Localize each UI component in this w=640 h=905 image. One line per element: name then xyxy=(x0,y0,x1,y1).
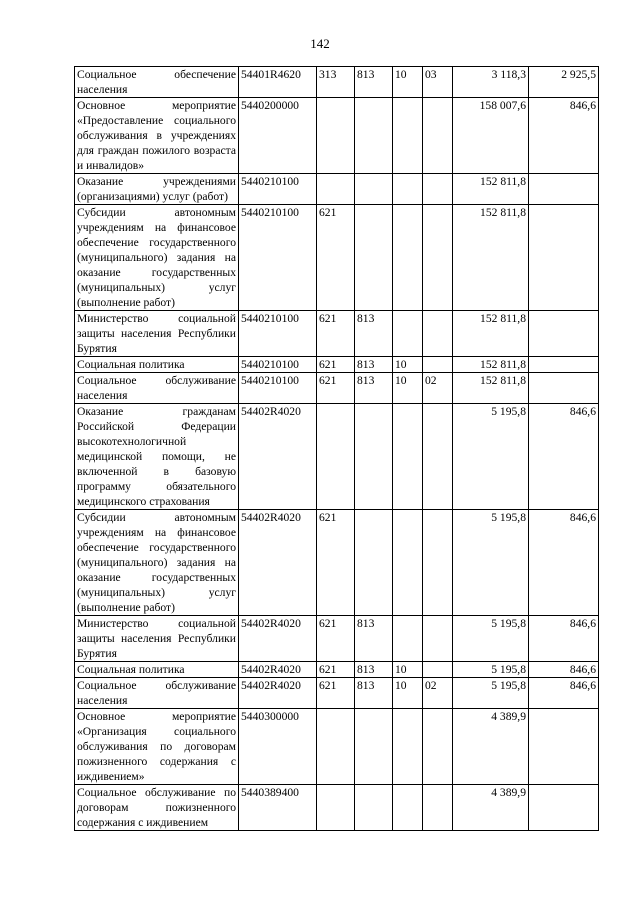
row-sum2-cell: 846,6 xyxy=(529,98,599,174)
row-sum1-cell: 152 811,8 xyxy=(453,205,529,311)
row-rz-cell xyxy=(393,174,423,205)
row-rz-cell xyxy=(393,785,423,831)
row-vr-cell: 621 xyxy=(317,373,355,404)
row-vr-cell: 621 xyxy=(317,662,355,678)
row-pr-cell: 03 xyxy=(423,67,453,98)
row-code-cell: 54402R4020 xyxy=(239,404,317,510)
row-grbs-cell: 813 xyxy=(355,678,393,709)
row-code-cell: 5440210100 xyxy=(239,205,317,311)
row-vr-cell: 621 xyxy=(317,678,355,709)
row-vr-cell xyxy=(317,785,355,831)
row-rz-cell xyxy=(393,709,423,785)
row-sum2-cell: 846,6 xyxy=(529,404,599,510)
row-vr-cell: 621 xyxy=(317,510,355,616)
row-rz-cell xyxy=(393,510,423,616)
row-pr-cell xyxy=(423,709,453,785)
row-pr-cell xyxy=(423,98,453,174)
row-code-cell: 5440200000 xyxy=(239,98,317,174)
row-code-cell: 54402R4020 xyxy=(239,678,317,709)
row-sum1-cell: 152 811,8 xyxy=(453,357,529,373)
row-name-cell: Основное мероприятие «Предоставление социального обслуживания в учреждениях для граждан пожилого возраста и инвалидов» xyxy=(75,98,239,174)
table-row xyxy=(75,785,599,831)
row-vr-cell: 621 xyxy=(317,357,355,373)
row-grbs-cell: 813 xyxy=(355,616,393,662)
row-grbs-cell xyxy=(355,785,393,831)
row-pr-cell xyxy=(423,662,453,678)
row-vr-cell: 621 xyxy=(317,311,355,357)
table-row xyxy=(75,709,599,785)
row-sum1-cell: 158 007,6 xyxy=(453,98,529,174)
row-pr-cell xyxy=(423,785,453,831)
table-row xyxy=(75,98,599,174)
row-name-cell: Оказание учреждениями (организациями) услуг (работ) xyxy=(75,174,239,205)
row-rz-cell xyxy=(393,616,423,662)
row-vr-cell xyxy=(317,98,355,174)
row-rz-cell: 10 xyxy=(393,662,423,678)
row-name-cell: Субсидии автономным учреждениям на финансовое обеспечение государственного (муниципального) задания на оказание государственных (муниципальных) услуг (выполнение работ) xyxy=(75,510,239,616)
row-name-cell: Социальное обеспечение населения xyxy=(75,67,239,98)
row-sum1-cell: 4 389,9 xyxy=(453,709,529,785)
row-sum1-cell: 3 118,3 xyxy=(453,67,529,98)
row-sum2-cell xyxy=(529,373,599,404)
row-sum2-cell xyxy=(529,311,599,357)
row-sum1-cell: 5 195,8 xyxy=(453,616,529,662)
row-grbs-cell xyxy=(355,709,393,785)
row-sum2-cell xyxy=(529,709,599,785)
row-sum1-cell: 152 811,8 xyxy=(453,311,529,357)
row-sum2-cell xyxy=(529,785,599,831)
row-grbs-cell xyxy=(355,205,393,311)
row-name-cell: Оказание гражданам Российской Федерации высокотехнологичной медицинской помощи, не включенной в базовую программу обязательного медицинского страхования xyxy=(75,404,239,510)
row-sum2-cell: 846,6 xyxy=(529,662,599,678)
row-sum2-cell: 846,6 xyxy=(529,678,599,709)
budget-table xyxy=(74,66,599,831)
table-row xyxy=(75,678,599,709)
row-sum1-cell: 5 195,8 xyxy=(453,662,529,678)
row-grbs-cell: 813 xyxy=(355,662,393,678)
row-name-cell: Министерство социальной защиты населения Республики Бурятия xyxy=(75,311,239,357)
row-name-cell: Субсидии автономным учреждениям на финансовое обеспечение государственного (муниципального) задания на оказание государственных (муниципальных) услуг (выполнение работ) xyxy=(75,205,239,311)
row-name-cell: Социальная политика xyxy=(75,662,239,678)
row-grbs-cell: 813 xyxy=(355,311,393,357)
row-grbs-cell xyxy=(355,404,393,510)
row-code-cell: 5440210100 xyxy=(239,174,317,205)
row-code-cell: 54402R4020 xyxy=(239,616,317,662)
row-pr-cell: 02 xyxy=(423,373,453,404)
row-name-cell: Социальное обслуживание населения xyxy=(75,373,239,404)
row-grbs-cell xyxy=(355,98,393,174)
row-vr-cell: 621 xyxy=(317,616,355,662)
table-row xyxy=(75,616,599,662)
row-grbs-cell: 813 xyxy=(355,67,393,98)
row-pr-cell xyxy=(423,174,453,205)
page-number: 142 xyxy=(310,36,330,51)
row-code-cell: 5440300000 xyxy=(239,709,317,785)
table-row xyxy=(75,662,599,678)
row-grbs-cell xyxy=(355,174,393,205)
row-sum1-cell: 152 811,8 xyxy=(453,373,529,404)
row-sum2-cell: 2 925,5 xyxy=(529,67,599,98)
row-rz-cell: 10 xyxy=(393,373,423,404)
row-rz-cell xyxy=(393,205,423,311)
table-row xyxy=(75,205,599,311)
row-pr-cell: 02 xyxy=(423,678,453,709)
row-vr-cell xyxy=(317,709,355,785)
row-sum2-cell: 846,6 xyxy=(529,510,599,616)
row-sum1-cell: 5 195,8 xyxy=(453,404,529,510)
table-row xyxy=(75,311,599,357)
row-pr-cell xyxy=(423,357,453,373)
row-rz-cell: 10 xyxy=(393,678,423,709)
row-vr-cell: 313 xyxy=(317,67,355,98)
row-code-cell: 5440210100 xyxy=(239,373,317,404)
row-grbs-cell: 813 xyxy=(355,373,393,404)
row-sum2-cell xyxy=(529,205,599,311)
row-grbs-cell: 813 xyxy=(355,357,393,373)
row-name-cell: Министерство социальной защиты населения Республики Бурятия xyxy=(75,616,239,662)
row-rz-cell: 10 xyxy=(393,67,423,98)
table-row xyxy=(75,373,599,404)
table-body xyxy=(75,67,599,831)
table-row xyxy=(75,510,599,616)
table-row xyxy=(75,174,599,205)
row-rz-cell: 10 xyxy=(393,357,423,373)
row-name-cell: Основное мероприятие «Организация социального обслуживания по договорам пожизненного содержания с иждивением» xyxy=(75,709,239,785)
row-code-cell: 54402R4020 xyxy=(239,510,317,616)
row-sum1-cell: 4 389,9 xyxy=(453,785,529,831)
row-code-cell: 5440389400 xyxy=(239,785,317,831)
row-pr-cell xyxy=(423,205,453,311)
row-pr-cell xyxy=(423,311,453,357)
row-name-cell: Социальная политика xyxy=(75,357,239,373)
row-sum2-cell xyxy=(529,174,599,205)
row-code-cell: 54402R4020 xyxy=(239,662,317,678)
row-code-cell: 54401R4620 xyxy=(239,67,317,98)
row-vr-cell: 621 xyxy=(317,205,355,311)
row-rz-cell xyxy=(393,98,423,174)
row-sum1-cell: 5 195,8 xyxy=(453,510,529,616)
row-vr-cell xyxy=(317,174,355,205)
row-name-cell: Социальное обслуживание по договорам пожизненного содержания с иждивением xyxy=(75,785,239,831)
row-grbs-cell xyxy=(355,510,393,616)
row-rz-cell xyxy=(393,404,423,510)
row-sum1-cell: 152 811,8 xyxy=(453,174,529,205)
row-sum1-cell: 5 195,8 xyxy=(453,678,529,709)
row-code-cell: 5440210100 xyxy=(239,357,317,373)
row-vr-cell xyxy=(317,404,355,510)
row-sum2-cell xyxy=(529,357,599,373)
table-row xyxy=(75,67,599,98)
row-pr-cell xyxy=(423,404,453,510)
table-row xyxy=(75,404,599,510)
row-sum2-cell: 846,6 xyxy=(529,616,599,662)
row-code-cell: 5440210100 xyxy=(239,311,317,357)
row-pr-cell xyxy=(423,510,453,616)
row-rz-cell xyxy=(393,311,423,357)
table-row xyxy=(75,357,599,373)
row-pr-cell xyxy=(423,616,453,662)
row-name-cell: Социальное обслуживание населения xyxy=(75,678,239,709)
